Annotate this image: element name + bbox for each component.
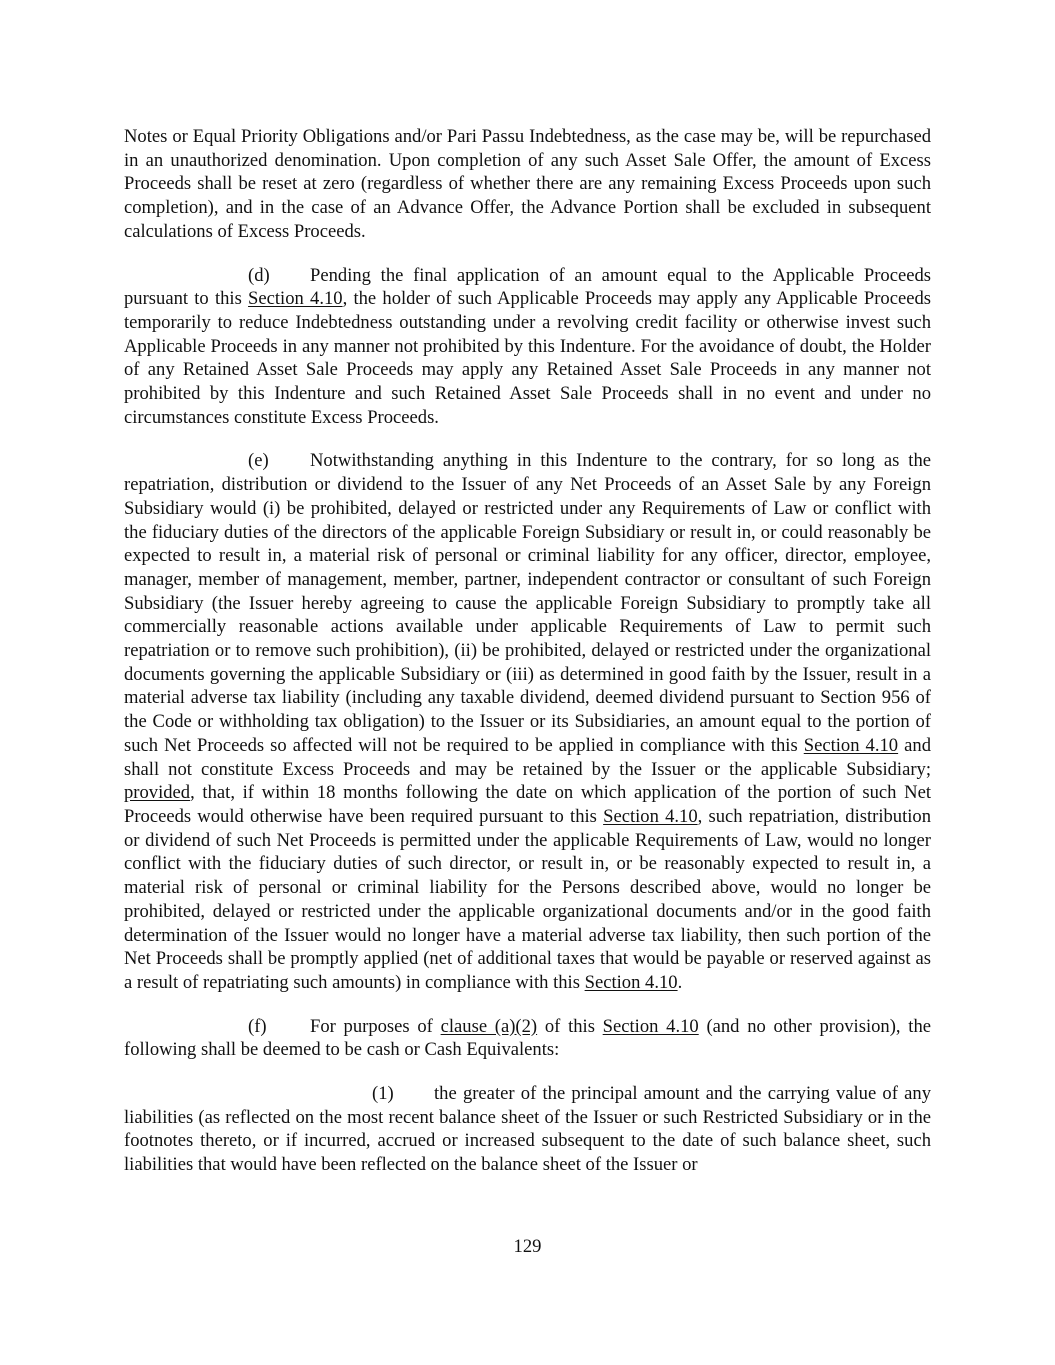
paragraph-text: , that, if within 18 months following the date on which application of the portion of such Net Proceeds would otherwise have been required pursuant to this bbox=[124, 782, 931, 827]
clause-label-d: (d) bbox=[248, 264, 270, 286]
paragraph-text: Notes or Equal Priority Obligations and/or Pari Passu Indebtedness, as the case may be, will be repurchased in an unauthorized denomination. Upon completion of any such Asset Sale Offer, the amount of Excess Proceeds shall be reset at zero (regardless of whether there are any remaining Excess Proceeds upon such completion), and in the case of an Advance Offer, the Advance Portion shall be excluded in subsequent calculations of Excess Proceeds. bbox=[124, 126, 931, 242]
page-number: 129 bbox=[513, 1236, 542, 1257]
paragraph-1 bbox=[124, 1082, 931, 1177]
paragraph-text: Notwithstanding anything in this Indenture to the contrary, for so long as the repatriation, distribution or dividend to the Issuer of any Net Proceeds of an Asset Sale by any Foreign Subsidiary would (i) be prohibited, delayed or restricted under any Requirements of Law or conflict with the fiduciary duties of the directors of the applicable Foreign Subsidiary or result in, or could reasonably be expected to result in, a material risk of personal or criminal liability for any officer, director, employee, manager, member of management, member, partner, independent contractor or consultant of such Foreign Subsidiary (the Issuer hereby agreeing to cause the applicable Foreign Subsidiary to promptly take all commercially reasonable actions available under applicable Requirements of Law to permit such repatriation or to remove such prohibition), (ii) be prohibited, delayed or restricted under the organizational documents governing the applicable Subsidiary or (iii) as determined in good faith by the Issuer, result in a material adverse tax liability (including any taxable dividend, deemed dividend pursuant to Section 956 of the Code or withholding tax obligation) to the Issuer or its Subsidiaries, an amount equal to the portion of such Net Proceeds so affected will not be required to be applied in compliance with this bbox=[124, 450, 931, 756]
clause-label-e: (e) bbox=[248, 450, 269, 472]
paragraph-e bbox=[124, 449, 931, 994]
clause-reference-link[interactable]: clause (a)(2) bbox=[440, 1015, 538, 1037]
section-reference-link[interactable]: Section 4.10 bbox=[803, 734, 899, 756]
section-reference-link[interactable]: Section 4.10 bbox=[248, 288, 343, 310]
document-page bbox=[124, 125, 931, 1197]
paragraph-text: Pending the final application of an amount equal to the Applicable Proceeds pursuant to this bbox=[124, 264, 931, 310]
paragraph-text: and shall not constitute Excess Proceeds and may be retained by the Issuer or the applicable Subsidiary; bbox=[124, 734, 931, 780]
section-reference-link[interactable]: Section 4.10 bbox=[603, 805, 698, 827]
paragraph-text: of this bbox=[537, 1015, 603, 1037]
paragraph-text: (and no other provision), the following shall be deemed to be cash or Cash Equivalents: bbox=[124, 1015, 931, 1061]
clause-label-f: (f) bbox=[248, 1015, 267, 1037]
paragraph-text: , such repatriation, distribution or dividend of such Net Proceeds is permitted under the applicable Requirements of Law, would no longer conflict with the fiduciary duties of such director, or result in, or be reasonably expected to result in, a material risk of personal or criminal liability for the Persons described above, would no longer be prohibited, delayed or restricted under the applicable organizational documents and/or in the good faith determination of the Issuer would no longer have a material adverse tax liability, then such portion of the Net Proceeds shall be promptly applied (net of additional taxes that would be payable or reserved against as a result of repatriating such amounts) in compliance with this bbox=[124, 805, 932, 993]
section-reference-link[interactable]: Section 4.10 bbox=[602, 1015, 699, 1037]
paragraph-text: For purposes of bbox=[310, 1015, 441, 1037]
paragraph-text: . bbox=[677, 971, 683, 993]
provided-term: provided bbox=[124, 782, 191, 804]
paragraph-f bbox=[124, 1015, 931, 1062]
paragraph-d bbox=[124, 264, 931, 430]
paragraph-continuation bbox=[124, 125, 931, 244]
section-reference-link[interactable]: Section 4.10 bbox=[584, 971, 678, 993]
paragraph-text: , the holder of such Applicable Proceeds may apply any Applicable Proceeds temporarily to reduce Indebtedness outstanding under a revolving credit facility or otherwise invest such Applicable Proceeds in any manner not prohibited by this Indenture. For the avoidance of doubt, the Holder of any Retained Asset Sale Proceeds may apply any Retained Asset Sale Proceeds in any manner not prohibited by this Indenture and such Retained Asset Sale Proceeds shall in no event and under no circumstances constitute Excess Proceeds. bbox=[124, 288, 932, 428]
paragraph-text: the greater of the principal amount and the carrying value of any liabilities (as reflected on the most recent balance sheet of the Issuer or such Restricted Subsidiary or in the footnotes thereto, or if incurred, accrued or increased subsequent to the date of such balance sheet, such liabilities that would have been reflected on the balance sheet of the Issuer or bbox=[124, 1083, 931, 1176]
clause-label-1: (1) bbox=[372, 1083, 394, 1105]
